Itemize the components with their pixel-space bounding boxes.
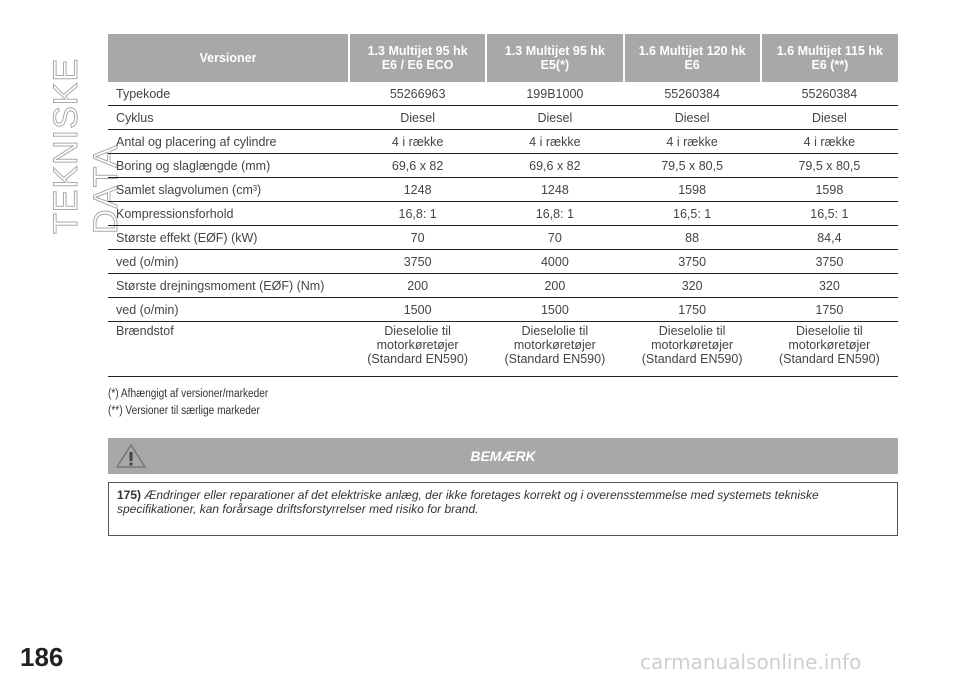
table-cell: 1598 (624, 178, 761, 202)
table-cell: 16,5: 1 (761, 202, 898, 226)
table-header-row (108, 34, 898, 82)
table-cell: 1598 (761, 178, 898, 202)
table-cell: 1500 (486, 298, 623, 322)
table-cell: 4 i række (486, 130, 623, 154)
footnote: (**) Versioner til særlige markeder (108, 405, 260, 417)
watermark: carmanualsonline.info (640, 650, 862, 674)
row-label: ved (o/min) (108, 250, 349, 274)
row-label: Største drejningsmoment (EØF) (Nm) (108, 274, 349, 298)
table-cell: Diesel (624, 106, 761, 130)
table-cell: 69,6 x 82 (486, 154, 623, 178)
table-cell: 1248 (349, 178, 486, 202)
row-label: Typekode (108, 82, 349, 106)
row-label: Største effekt (EØF) (kW) (108, 226, 349, 250)
header-version-1: 1.3 Multijet 95 hk E6 / E6 ECO (349, 34, 486, 82)
table-row (108, 154, 898, 178)
table-cell: 88 (624, 226, 761, 250)
table-cell: 320 (624, 274, 761, 298)
row-label: Boring og slaglængde (mm) (108, 154, 349, 178)
table-cell: 4 i række (349, 130, 486, 154)
table-row (108, 106, 898, 130)
table-cell: 70 (486, 226, 623, 250)
row-label: Samlet slagvolumen (cm³) (108, 178, 349, 202)
note-text: Ændringer eller reparationer af det elektriske anlæg, der ikke foretages korrekt og i overensstemmelse med systemets tekniske specifikationer, kan forårsage driftsforstyrrelser med risiko for brand. (117, 488, 819, 516)
table-cell: 3750 (349, 250, 486, 274)
note-title: BEMÆRK (470, 448, 536, 464)
table-cell: Diesel (349, 106, 486, 130)
table-cell: 4000 (486, 250, 623, 274)
table-cell: Diesel (486, 106, 623, 130)
table-row-fuel (108, 322, 898, 377)
table-cell: 16,5: 1 (624, 202, 761, 226)
footnotes (108, 386, 290, 420)
table-cell: 3750 (624, 250, 761, 274)
table-cell: 79,5 x 80,5 (761, 154, 898, 178)
note-body (108, 482, 898, 536)
table-cell: 1750 (624, 298, 761, 322)
header-version-3: 1.6 Multijet 120 hk E6 (624, 34, 761, 82)
table-row (108, 250, 898, 274)
table-row (108, 202, 898, 226)
table-cell: 1248 (486, 178, 623, 202)
table-cell: 16,8: 1 (349, 202, 486, 226)
header-versions: Versioner (108, 34, 349, 82)
table-cell: 55260384 (761, 82, 898, 106)
table-cell: 4 i række (761, 130, 898, 154)
table-row (108, 226, 898, 250)
table-cell: 55266963 (349, 82, 486, 106)
page-number: 186 (20, 642, 64, 672)
table-cell: 200 (349, 274, 486, 298)
table-cell: 1750 (761, 298, 898, 322)
side-section-title: TEKNISKE DATA (47, 57, 125, 234)
table-cell: 69,6 x 82 (349, 154, 486, 178)
table-cell: 199B1000 (486, 82, 623, 106)
table-cell: Dieselolie til motorkøretøjer (Standard EN590) (349, 322, 486, 377)
note-header (108, 438, 898, 474)
table-cell: 3750 (761, 250, 898, 274)
row-label: Antal og placering af cylindre (108, 130, 349, 154)
table-cell: Dieselolie til motorkøretøjer (Standard EN590) (761, 322, 898, 377)
table-cell: Dieselolie til motorkøretøjer (Standard EN590) (486, 322, 623, 377)
table-cell: 70 (349, 226, 486, 250)
table-row (108, 298, 898, 322)
footnote: (*) Afhængigt af versioner/markeder (108, 388, 269, 400)
table-cell: 4 i række (624, 130, 761, 154)
table-row (108, 130, 898, 154)
table-cell: 55260384 (624, 82, 761, 106)
table-cell: 200 (486, 274, 623, 298)
row-label: ved (o/min) (108, 298, 349, 322)
table-cell: Dieselolie til motorkøretøjer (Standard EN590) (624, 322, 761, 377)
row-label: Kompressionsforhold (108, 202, 349, 226)
table-cell: 84,4 (761, 226, 898, 250)
note-number: 175) (117, 488, 142, 502)
row-label: Cyklus (108, 106, 349, 130)
table-row (108, 178, 898, 202)
table-row (108, 274, 898, 298)
header-version-4: 1.6 Multijet 115 hk E6 (**) (761, 34, 898, 82)
table-cell: 79,5 x 80,5 (624, 154, 761, 178)
table-cell: 16,8: 1 (486, 202, 623, 226)
table-row (108, 82, 898, 106)
table-cell: 1500 (349, 298, 486, 322)
header-version-2: 1.3 Multijet 95 hk E5(*) (486, 34, 623, 82)
engine-spec-table (108, 34, 898, 377)
table-cell: Diesel (761, 106, 898, 130)
row-label: Brændstof (108, 322, 349, 377)
table-cell: 320 (761, 274, 898, 298)
